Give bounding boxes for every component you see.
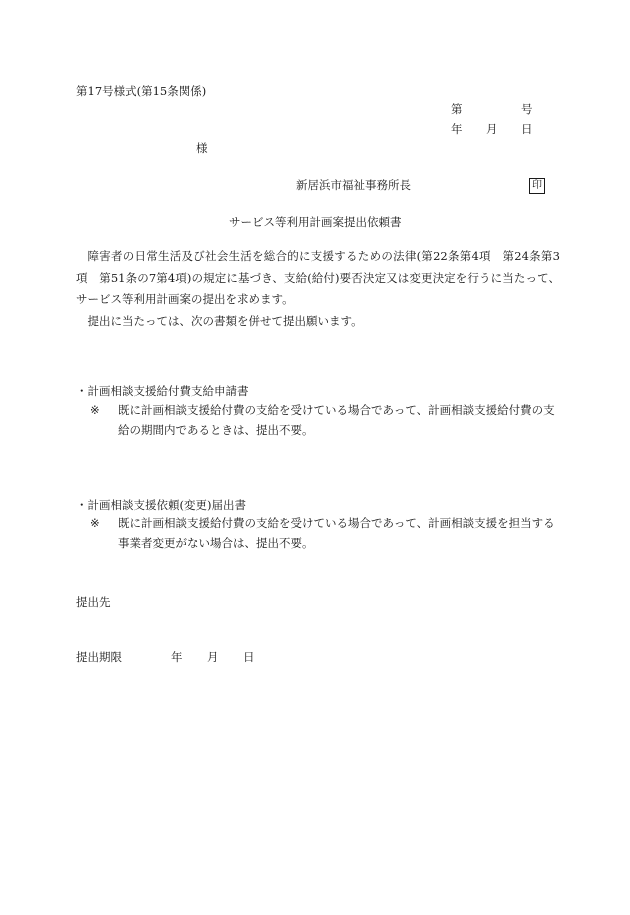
note-mark: ※ — [90, 403, 100, 417]
note-text: 既に計画相談支援給付費の支給を受けている場合であって、計画相談支援給付費の支給の期間内であるときは、提出不要。 — [118, 403, 555, 437]
deadline-day: 日 — [243, 650, 255, 664]
sender: 新居浜市福祉事務所長 — [296, 178, 411, 192]
deadline-year: 年 — [171, 650, 183, 664]
date-year: 年 — [451, 122, 463, 136]
document-item-1-name: ・計画相談支援給付費支給申請書 — [76, 384, 249, 398]
form-number: 第17号様式(第15条関係) — [76, 84, 207, 98]
body-paragraph-1: 障害者の日常生活及び社会生活を総合的に支援するための法律(第22条第4項 第24条第3項 第51条の7第4項)の規定に基づき、支給(給付)要否決定又は変更決定を行うに当たって、サービス等利用計画案の提出を求めます。 — [76, 249, 560, 306]
document-item-2-note — [90, 514, 560, 553]
document-item-1-note — [90, 401, 560, 440]
note-text: 既に計画相談支援給付費の支給を受けている場合であって、計画相談支援を担当する事業者変更がない場合は、提出不要。 — [118, 516, 555, 550]
note-mark: ※ — [90, 516, 100, 530]
submission-to-label: 提出先 — [76, 595, 111, 609]
seal-mark: 印 — [529, 178, 545, 194]
doc-number-prefix: 第 — [451, 102, 463, 116]
deadline-month: 月 — [207, 650, 219, 664]
body-paragraph-2: 提出に当たっては、次の書類を併せて提出願います。 — [87, 313, 363, 328]
date-day: 日 — [521, 122, 533, 136]
page-title: サービス等利用計画案提出依頼書 — [229, 215, 402, 229]
body-text — [76, 246, 560, 332]
deadline-label: 提出期限 — [76, 650, 122, 664]
doc-number-suffix: 号 — [521, 102, 533, 116]
document-item-2-name: ・計画相談支援依頼(変更)届出書 — [76, 498, 246, 512]
date-month: 月 — [486, 122, 498, 136]
addressee-suffix: 様 — [196, 141, 208, 155]
